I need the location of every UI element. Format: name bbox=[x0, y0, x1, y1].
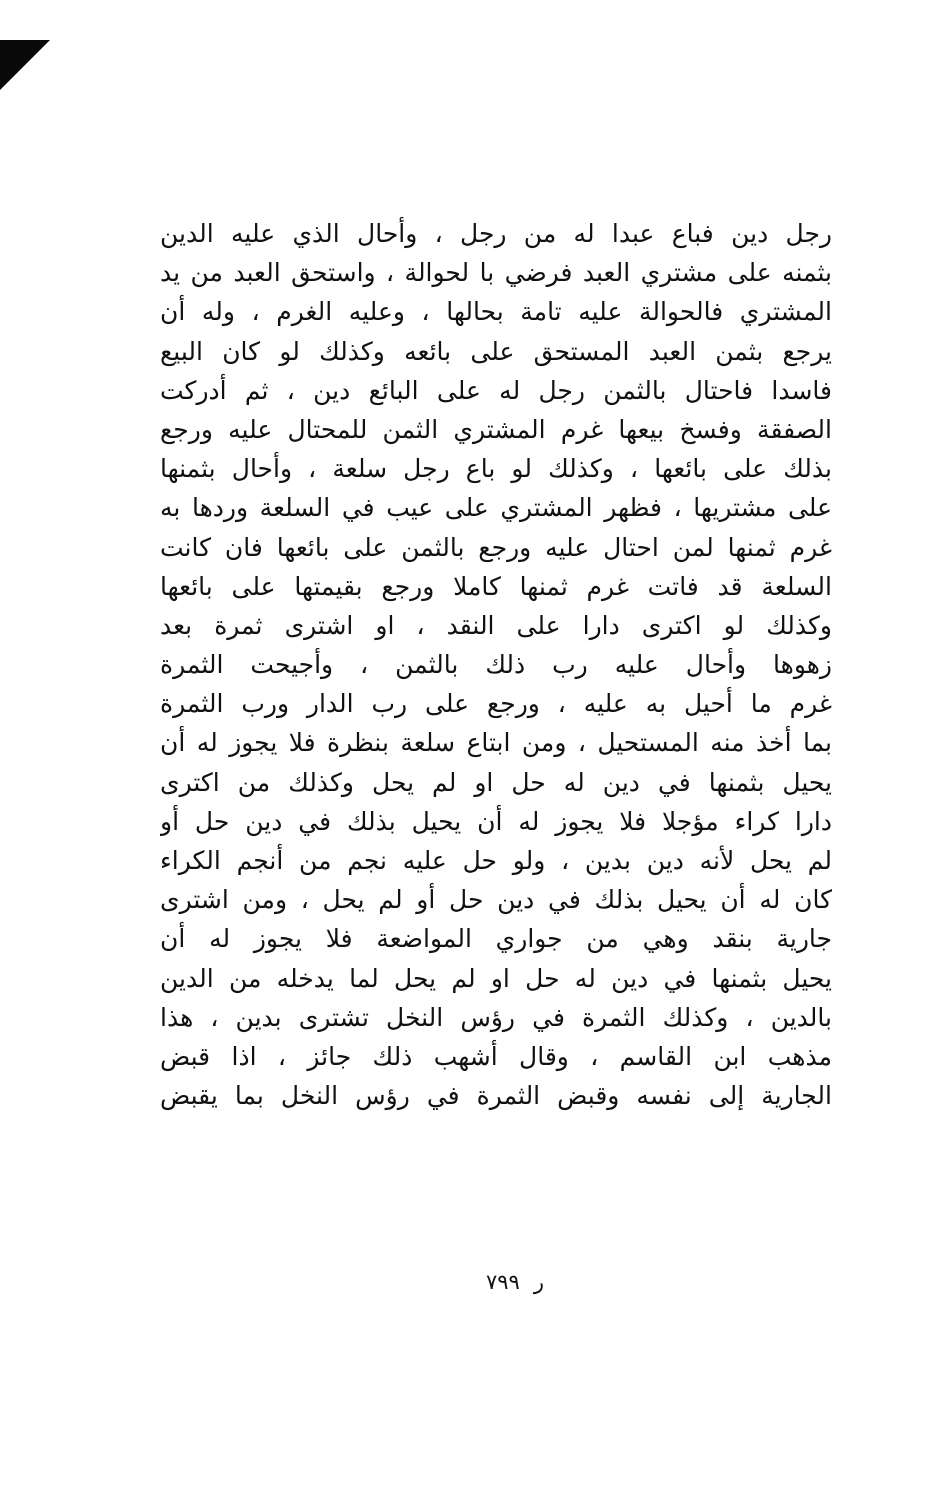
text-line: بذلك على بائعها ، وكذلك لو باع رجل سلعة ، وأحال بثمنها bbox=[160, 454, 832, 484]
text-line: على مشتريها ، فظهر المشتري على عيب في السلعة وردها به bbox=[160, 493, 832, 523]
text-line: رجل دين فباع عبدا له من رجل ، وأحال الذي عليه الدين bbox=[160, 219, 832, 248]
text-line: دارا كراء مؤجلا فلا يجوز له أن يحيل بذلك في دين حل أو bbox=[160, 806, 832, 836]
text-line: الصفقة وفسخ بيعها غرم المشتري الثمن للمحتال عليه ورجع bbox=[160, 414, 832, 444]
text-line: يرجع بثمن العبد المستحق على بائعه وكذلك لو كان البيع bbox=[160, 336, 832, 366]
text-line: وكذلك لو اكترى دارا على النقد ، او اشترى ثمرة بعد bbox=[160, 610, 832, 640]
corner-triangle-mark bbox=[0, 40, 50, 90]
text-line: يحيل بثمنها في دين له حل او لم يحل وكذلك من اكترى bbox=[160, 767, 832, 797]
text-line: غرم ثمنها لمن احتال عليه ورجع بالثمن على بائعها فان كانت bbox=[160, 532, 832, 562]
text-line: غرم ما أحيل به عليه ، ورجع على رب الدار ورب الثمرة bbox=[160, 689, 832, 719]
text-line: الجارية إلى نفسه وقبض الثمرة في رؤس النخل بما يقبض bbox=[160, 1081, 832, 1111]
text-line: بما أخذ منه المستحيل ، ومن ابتاع سلعة بنظرة فلا يجوز له أن bbox=[160, 728, 832, 758]
text-line: كان له أن يحيل بذلك في دين حل أو لم يحل ، ومن اشترى bbox=[160, 885, 832, 915]
text-line: لم يحل لأنه دين بدين ، ولو حل عليه نجم من أنجم الكراء bbox=[160, 846, 832, 875]
text-line: بثمنه على مشتري العبد فرضي با لحوالة ، واستحق العبد من يد bbox=[160, 258, 832, 288]
page-number: ٧٩٩ bbox=[486, 1270, 520, 1294]
text-line: مذهب ابن القاسم ، وقال أشهب ذلك جائز ، اذا قبض bbox=[160, 1041, 832, 1071]
text-line: بالدين ، وكذلك الثمرة في رؤس النخل تشترى بدين ، هذا bbox=[160, 1002, 832, 1032]
text-line: المشتري فالحوالة عليه تامة بحالها ، وعليه الغرم ، وله أن bbox=[160, 297, 832, 327]
text-line: السلعة قد فاتت غرم ثمنها كاملا ورجع بقيمتها على بائعها bbox=[160, 571, 832, 601]
signature-mark: ر bbox=[533, 1270, 544, 1294]
text-line: زهوها وأحال عليه رب ذلك بالثمن ، وأجيحت الثمرة bbox=[160, 650, 832, 680]
body-text bbox=[160, 214, 832, 1115]
text-line: يحيل بثمنها في دين له حل او لم يحل لما يدخله من الدين bbox=[160, 963, 832, 993]
text-line: فاسدا فاحتال بالثمن رجل له على البائع دين ، ثم أدركت bbox=[160, 375, 832, 405]
page-footer bbox=[470, 1270, 560, 1294]
text-line: جارية بنقد وهي من جواري المواضعة فلا يجوز له أن bbox=[160, 924, 832, 954]
